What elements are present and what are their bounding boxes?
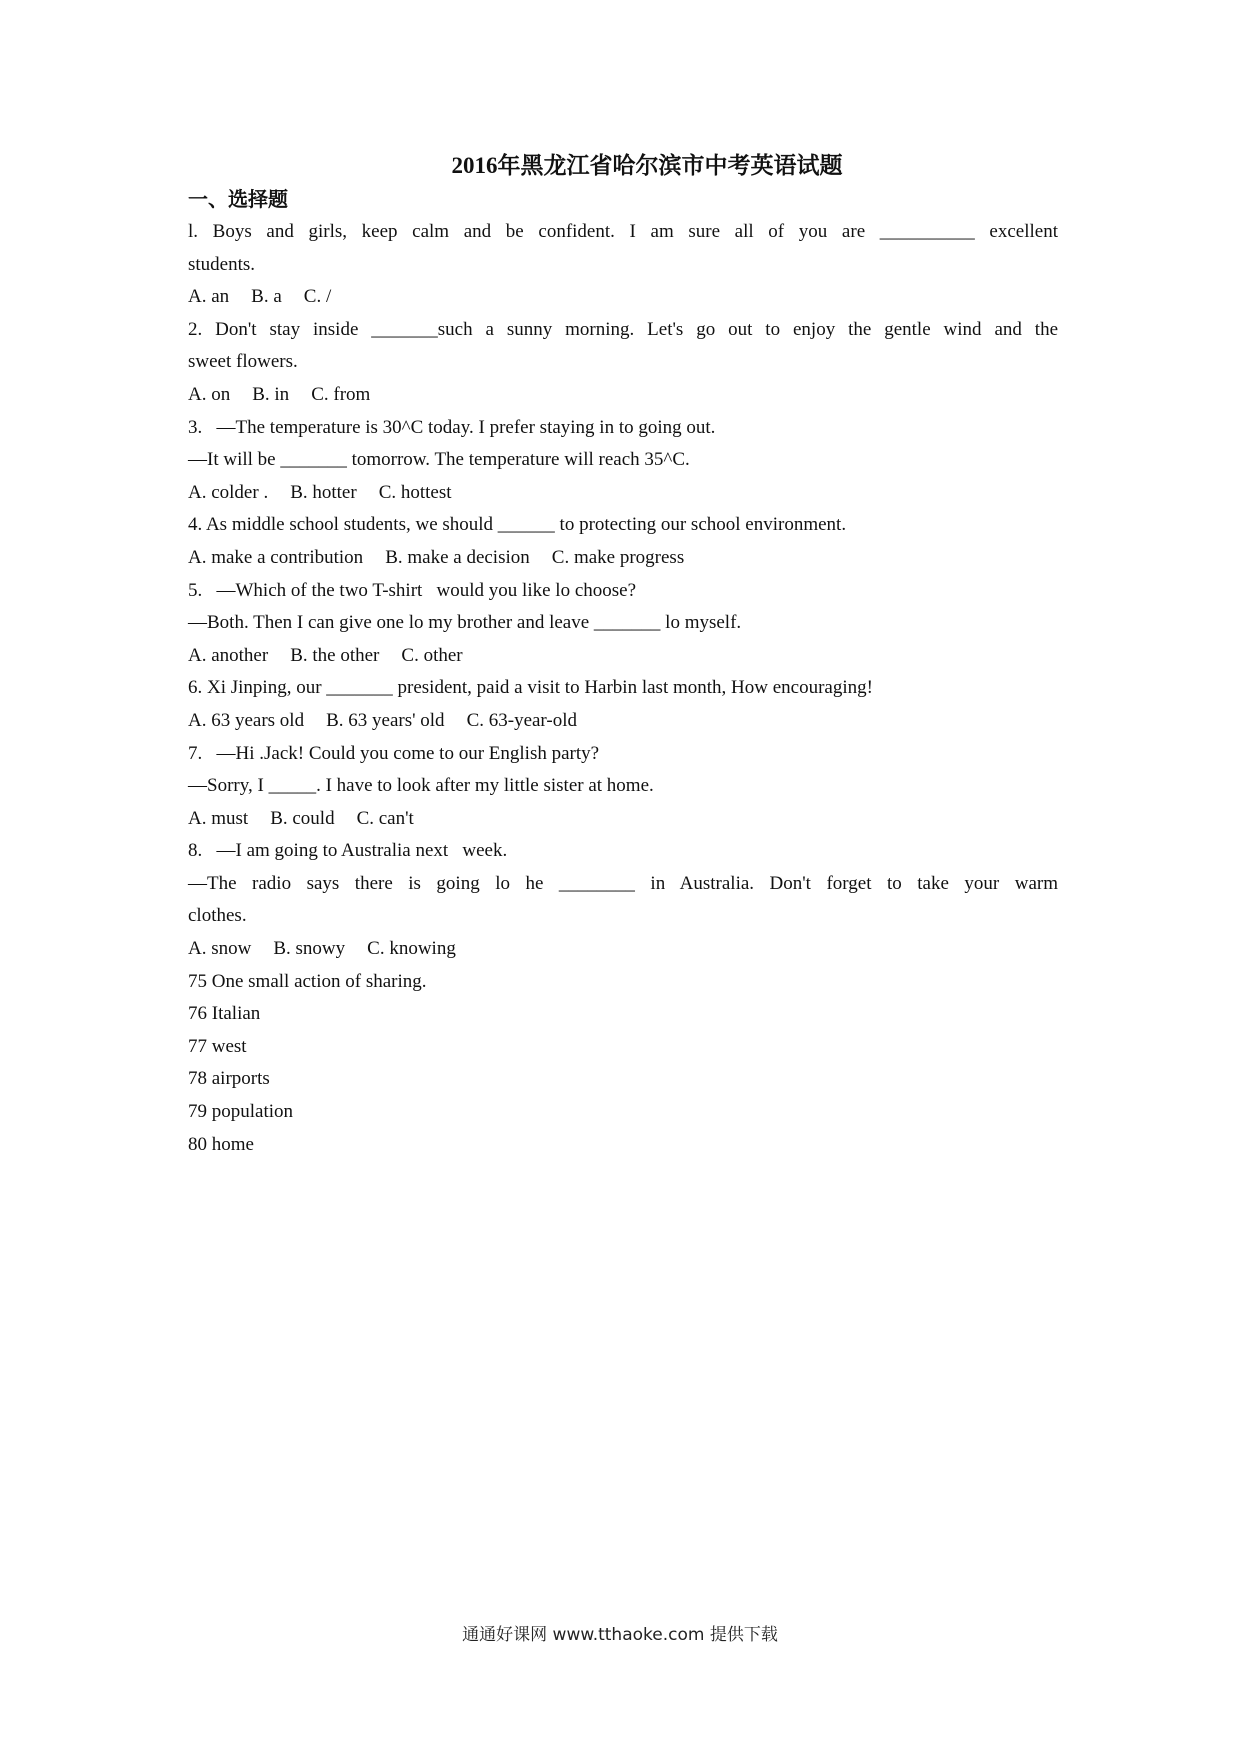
question-text-line: students. [188, 253, 256, 275]
answer-line: 80 home [188, 1133, 254, 1155]
option-c: C. knowing [367, 938, 456, 960]
option-a: A. colder . [188, 481, 269, 503]
section-heading: 一、选择题 [188, 189, 288, 211]
question-text-line: —The radio says there is going lo he ________ in Australia. Don't forget to take your warm [188, 872, 1058, 894]
question-text-line: clothes. [188, 905, 247, 927]
option-b: B. snowy [273, 938, 346, 960]
question-6 [188, 672, 1058, 737]
question-text-line: sweet flowers. [188, 351, 298, 373]
question-text-line: 7. —Hi .Jack! Could you come to our English party? [188, 742, 600, 764]
question-5 [188, 575, 1058, 673]
answer-options [188, 933, 1058, 966]
question-list [188, 216, 1058, 966]
question-8 [188, 835, 1058, 965]
question-text-line: 4. As middle school students, we should ______ to protecting our school environment. [188, 514, 847, 536]
question-text-line: —Both. Then I can give one lo my brother and leave _______ lo myself. [188, 612, 742, 634]
question-4 [188, 509, 1058, 574]
answer-line: 77 west [188, 1035, 247, 1057]
option-b: B. 63 years' old [326, 709, 445, 731]
question-text-line: 5. —Which of the two T-shirt would you like lo choose? [188, 579, 637, 601]
page-footer: 通通好课网 www.tthaoke.com 提供下载 [462, 1625, 778, 1645]
option-b: B. hotter [290, 481, 357, 503]
question-7 [188, 738, 1058, 836]
question-text-line: 6. Xi Jinping, our _______ president, paid a visit to Harbin last month, How encouraging! [188, 677, 873, 699]
page-title: 2016年黑龙江省哈尔滨市中考英语试题 [451, 153, 843, 178]
option-b: B. the other [290, 644, 380, 666]
page-content [188, 148, 1058, 1161]
option-b: B. make a decision [385, 546, 530, 568]
answer-options [188, 705, 1058, 738]
answer-line: 79 population [188, 1101, 294, 1123]
option-a: A. 63 years old [188, 709, 305, 731]
option-c: C. hottest [378, 481, 452, 503]
option-c: C. make progress [551, 546, 685, 568]
question-1 [188, 216, 1058, 314]
answer-list [188, 966, 1058, 1162]
question-text-line: 2. Don't stay inside _______such a sunny morning. Let's go out to enjoy the gentle wind and the [188, 318, 1058, 340]
answer-line: 76 Italian [188, 1003, 261, 1025]
answer-line: 75 One small action of sharing. [188, 970, 427, 992]
option-a: A. make a contribution [188, 546, 364, 568]
option-b: B. in [252, 383, 290, 405]
question-text-line: —Sorry, I _____. I have to look after my little sister at home. [188, 775, 654, 797]
answer-options [188, 281, 1058, 314]
option-c: C. other [401, 644, 463, 666]
option-a: A. an [188, 286, 230, 308]
answer-options [188, 477, 1058, 510]
option-b: B. a [251, 286, 282, 308]
question-3 [188, 412, 1058, 510]
option-a: A. must [188, 807, 249, 829]
option-b: B. could [270, 807, 335, 829]
answer-options [188, 379, 1058, 412]
option-a: A. another [188, 644, 269, 666]
question-text-line: —It will be _______ tomorrow. The temperature will reach 35^C. [188, 449, 690, 471]
answer-options [188, 803, 1058, 836]
option-a: A. on [188, 383, 231, 405]
answer-line: 78 airports [188, 1068, 270, 1090]
question-text-line: 3. —The temperature is 30^C today. I prefer staying in to going out. [188, 416, 716, 438]
answer-options [188, 542, 1058, 575]
option-a: A. snow [188, 938, 252, 960]
option-c: C. from [311, 383, 371, 405]
answer-options [188, 640, 1058, 673]
question-2 [188, 314, 1058, 412]
option-c: C. / [303, 286, 332, 308]
question-text-line: l. Boys and girls, keep calm and be confident. I am sure all of you are __________ excellent [188, 221, 1058, 242]
question-text-line: 8. —I am going to Australia next week. [188, 840, 508, 862]
option-c: C. 63-year-old [466, 709, 577, 731]
option-c: C. can't [356, 807, 414, 829]
